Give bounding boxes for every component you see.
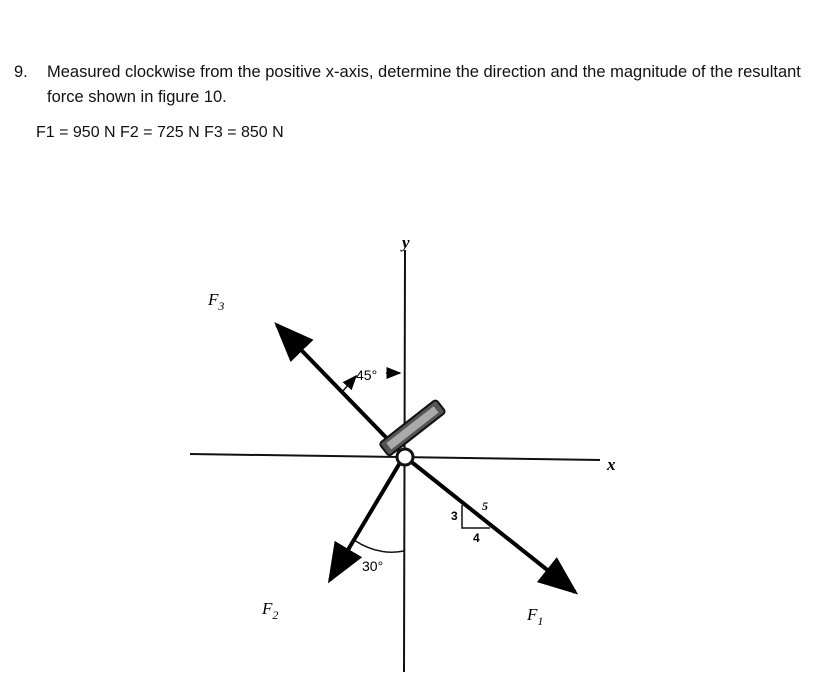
force-f1-vector: [404, 456, 575, 592]
force-f1-label: $F_1$: [527, 605, 544, 628]
given-values: F1 = 950 N F2 = 725 N F3 = 850 N: [36, 124, 284, 141]
x-axis: [190, 454, 600, 460]
x-axis-label: x: [607, 455, 616, 474]
angle-30-arc: [354, 540, 404, 552]
y-axis-label: y: [402, 233, 410, 252]
triangle-side-5: 5: [482, 499, 488, 513]
bolt-icon: [379, 399, 446, 465]
question-number: 9.: [14, 63, 28, 81]
force-f3-vector: [277, 325, 404, 456]
triangle-side-4: 4: [473, 531, 480, 545]
angle-45-label: 45°: [356, 367, 378, 383]
angle-30-label: 30°: [362, 558, 384, 574]
question-text: Measured clockwise from the positive x-axis, determine the direction and the magnitude of the resultant force shown in figure 10.: [47, 63, 801, 106]
force-f2-label: $F_2$: [262, 599, 279, 622]
triangle-side-3: 3: [451, 509, 458, 523]
force-f3-label: $F_3$: [208, 290, 225, 313]
